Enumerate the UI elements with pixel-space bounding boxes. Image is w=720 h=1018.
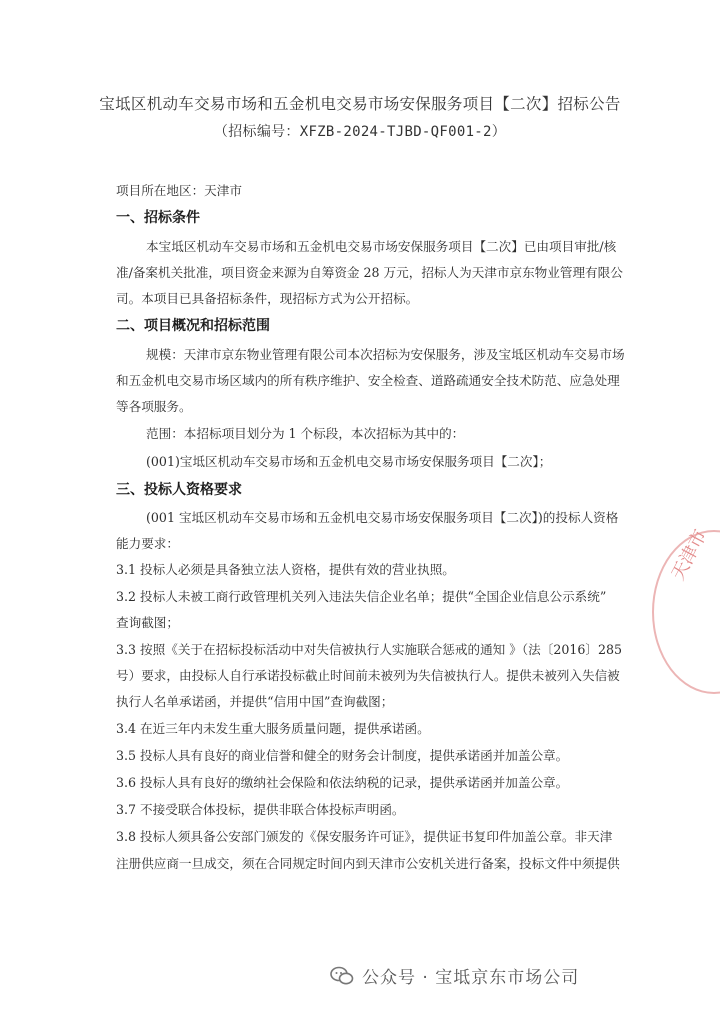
section-heading-conditions: 一、招标条件 xyxy=(116,210,200,226)
paragraph-line: 本宝坻区机动车交易市场和五金机电交易市场安保服务项目【二次】已由项目审批/核 xyxy=(146,239,617,254)
paragraph-line: 能力要求： xyxy=(116,536,179,551)
paragraph-line: 等各项服务。 xyxy=(116,399,192,414)
section-heading-overview: 二、项目概况和招标范围 xyxy=(116,318,270,334)
paragraph-line: 和五金机电交易市场区域内的所有秩序维护、安全检查、道路疏通安全技术防范、应急处理 xyxy=(116,373,620,388)
official-seal-text: 天津市 xyxy=(667,526,712,584)
document-title: 宝坻区机动车交易市场和五金机电交易市场安保服务项目【二次】招标公告 xyxy=(99,95,621,113)
requirement-3-5: 3.5 投标人具有良好的商业信誉和健全的财务会计制度，提供承诺函并加盖公章。 xyxy=(116,748,569,763)
requirement-3-7: 3.7 不接受联合体投标，提供非联合体投标声明函。 xyxy=(116,802,405,817)
requirement-3-6: 3.6 投标人具有良好的缴纳社会保险和依法纳税的记录，提供承诺函并加盖公章。 xyxy=(116,775,569,790)
paragraph-line: 查询截图； xyxy=(116,615,179,630)
requirement-3-2: 3.2 投标人未被工商行政管理机关列入违法失信企业名单；提供“全国企业信息公示系统” xyxy=(116,589,607,604)
tender-number: （招标编号：XFZB-2024-TJBD-QF001-2） xyxy=(213,124,507,140)
project-location: 项目所在地区：天津市 xyxy=(116,183,242,198)
paragraph-line: 注册供应商一旦成交，须在合同规定时间内到天津市公安机关进行备案，投标文件中须提供 xyxy=(116,856,620,871)
requirement-3-8: 3.8 投标人须具备公安部门颁发的《保安服务许可证》，提供证书复印件加盖公章。非天津 xyxy=(116,829,613,844)
paragraph-line: 准/备案机关批准，项目资金来源为自筹资金 28 万元，招标人为天津市京东物业管理有限公 xyxy=(116,265,623,280)
paragraph-line: 号）要求，由投标人自行承诺投标截止时间前未被列为失信被执行人。提供未被列入失信被 xyxy=(116,668,620,683)
paragraph-line: 范围：本招标项目划分为 1 个标段，本次招标为其中的： xyxy=(146,426,465,441)
watermark-footer: 公众号 · 宝坻京东市场公司 xyxy=(362,968,580,988)
section-heading-qualifications: 三、投标人资格要求 xyxy=(116,482,242,498)
paragraph-line: 执行人名单承诺函，并提供“信用中国”查询截图； xyxy=(116,694,394,709)
paragraph-line: 规模：天津市京东物业管理有限公司本次招标为安保服务，涉及宝坻区机动车交易市场 xyxy=(146,347,625,362)
requirement-3-4: 3.4 在近三年内未发生重大服务质量问题，提供承诺函。 xyxy=(116,721,430,736)
requirement-3-1: 3.1 投标人必须是具备独立法人资格，提供有效的营业执照。 xyxy=(116,562,455,577)
paragraph-line: (001)宝坻区机动车交易市场和五金机电交易市场安保服务项目【二次】； xyxy=(146,454,552,469)
requirement-3-3: 3.3 按照《关于在招标投标活动中对失信被执行人实施联合惩戒的通知 》（法〔2016〕285 xyxy=(116,642,623,657)
paragraph-line: 司。本项目已具备招标条件，现招标方式为公开招标。 xyxy=(116,291,419,306)
paragraph-line: (001 宝坻区机动车交易市场和五金机电交易市场安保服务项目【二次】)的投标人资格 xyxy=(146,510,619,525)
wechat-icon xyxy=(330,966,354,986)
